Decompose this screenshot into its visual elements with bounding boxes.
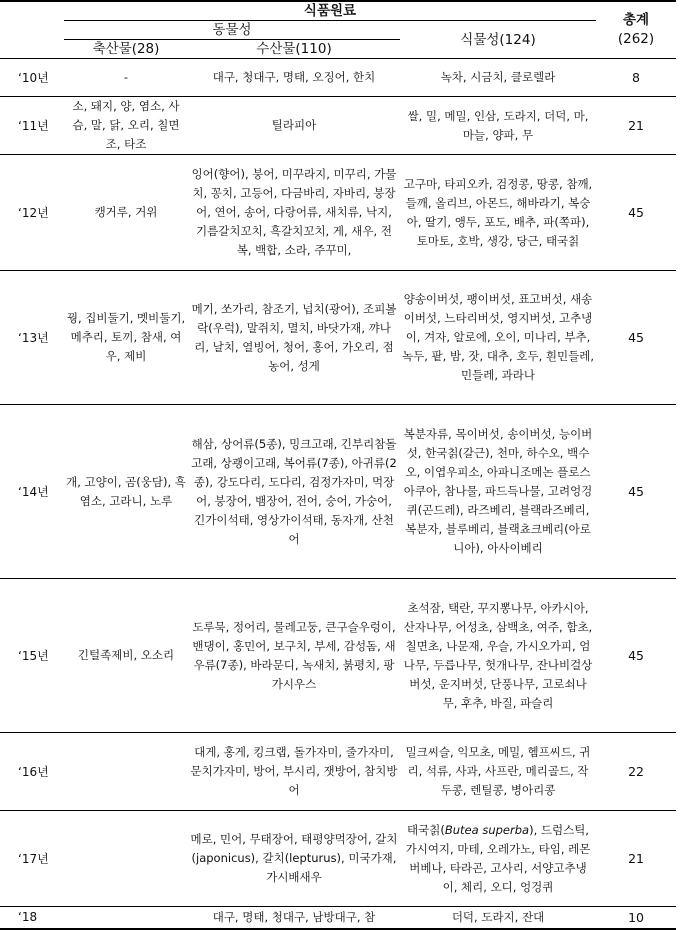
- livestock-cell: 소, 돼지, 양, 염소, 사슴, 말, 닭, 오리, 칠면조, 타조: [64, 97, 188, 155]
- year-cell: ‘17년: [0, 811, 64, 907]
- header-blank-2: [0, 21, 64, 40]
- year-cell: ‘12년: [0, 155, 64, 271]
- total-cell: 21: [596, 97, 676, 155]
- total-cell: 45: [596, 405, 676, 579]
- livestock-cell: 캥거루, 거위: [64, 155, 188, 271]
- seafood-cell: 해삼, 상어류(5종), 밍크고래, 긴부리참돌고래, 상괭이고래, 복어류(7종), 아귀류(2종), 강도다리, 도다리, 검정가자미, 먹장어, 붕장어, 뱀장어, 전어, 숭어, 가숭어, 긴가이석태, 영상가이석태, 동자개, 산천어: [188, 405, 400, 579]
- header-animal: 동물성: [64, 21, 400, 40]
- table-row: [0, 811, 676, 907]
- year-cell: ‘16년: [0, 733, 64, 811]
- year-cell: ‘13년: [0, 271, 64, 405]
- livestock-cell: [64, 811, 188, 907]
- total-cell: 22: [596, 733, 676, 811]
- header-total: [596, 1, 676, 59]
- livestock-cell: 개, 고양이, 곰(웅담), 흑염소, 고라니, 노루: [64, 405, 188, 579]
- plant-cell: 복분자류, 목이버섯, 송이버섯, 능이버섯, 한국칡(갈근), 천마, 하수오, 백수오, 이엽우피소, 아파니조메논 플로스아쿠아, 참나물, 파드득나물, 고려엉겅퀴(곤드레), 라즈베리, 블랙라즈베리, 복분자, 블루베리, 블랙쵸크베리(아로니아), 아사이베리: [400, 405, 596, 579]
- header-seafood: 수산물(110): [256, 41, 332, 57]
- livestock-cell: 꿩, 집비둘기, 멧비둘기, 메추리, 토끼, 참새, 여우, 제비: [64, 271, 188, 405]
- table-row: [0, 155, 676, 271]
- livestock-cell: [64, 733, 188, 811]
- livestock-cell: -: [64, 59, 188, 97]
- year-cell: ‘15년: [0, 579, 64, 733]
- header-blank: [0, 1, 64, 21]
- year-cell: ‘10년: [0, 59, 64, 97]
- seafood-cell: 메기, 쏘가리, 참조기, 넙치(광어), 조피볼락(우럭), 말쥐치, 멸치, 바닷가재, 꺄나리, 날치, 열빙어, 청어, 홍어, 가오리, 점농어, 성게: [188, 271, 400, 405]
- table-row: [0, 907, 676, 929]
- seafood-cell: 잉어(향어), 붕어, 미꾸라지, 미꾸리, 가물치, 꽁치, 고등어, 다금바리, 자바리, 붕장어, 연어, 송어, 다랑어류, 새치류, 낙지, 기름갈치꼬치, 흑갈치꼬치, 게, 새우, 전복, 백합, 소라, 주꾸미,: [188, 155, 400, 271]
- table-row: [0, 405, 676, 579]
- livestock-cell: [64, 907, 188, 929]
- plant-cell: 밀크씨슬, 익모초, 메밀, 헴프씨드, 귀리, 석류, 사과, 사프란, 메리골드, 작두콩, 렌틸콩, 병아리콩: [400, 733, 596, 811]
- header-total-count: (262): [617, 31, 655, 47]
- seafood-cell: 도루묵, 정어리, 물레고둥, 큰구슬우렁이, 밴댕이, 홍민어, 보구치, 부세, 감성돔, 새우류(7종), 바라문디, 녹새치, 붉평치, 팡가시우스: [188, 579, 400, 733]
- year-cell: ‘18: [0, 907, 64, 929]
- plant-cell-prefix: 태국칡(: [407, 822, 445, 837]
- plant-cell: 고구마, 타피오카, 검정콩, 땅콩, 참깨, 들깨, 올리브, 아몬드, 해바라기, 복숭아, 딸기, 앵두, 포도, 배추, 파(쪽파), 토마토, 호박, 생강, 당근, 태국칡: [400, 155, 596, 271]
- plant-cell-italic: Butea superba: [444, 822, 530, 837]
- table-row: [0, 59, 676, 97]
- header-livestock: 축산물(28): [92, 41, 160, 57]
- plant-cell: 양송이버섯, 팽이버섯, 표고버섯, 새송이버섯, 느타리버섯, 영지버섯, 고추냉이, 겨자, 알로에, 오이, 미나리, 부추, 녹두, 팥, 밤, 잣, 대추, 호두, 흰민들레, 민들레, 과라나: [400, 271, 596, 405]
- plant-cell: 초석잠, 택란, 꾸지뽕나무, 아카시아, 산자나무, 어성초, 삼백초, 여주, 함초, 칠면초, 나문재, 우슬, 가시오가피, 엄나무, 두릅나무, 헛개나무, 잔나비걸상버섯, 운지버섯, 단풍나무, 고로쇠나무, 후추, 바질, 파슬리: [400, 579, 596, 733]
- seafood-cell: 대구, 청대구, 명태, 오징어, 한치: [188, 59, 400, 97]
- header-source-group: 식품원료: [64, 1, 596, 21]
- header-plant: 식물성(124): [460, 31, 536, 48]
- plant-cell: [400, 811, 596, 907]
- plant-cell-rest: ), 드럼스틱, 가시여지, 마테, 오레가노, 타임, 레몬버베나, 타라곤, 고사리, 서양고추냉이, 체리, 오디, 엉겅퀴: [405, 822, 591, 894]
- table-row: [0, 733, 676, 811]
- seafood-cell: 대구, 명태, 청대구, 남방대구, 참: [188, 907, 400, 929]
- plant-cell: 녹차, 시금치, 클로렐라: [400, 59, 596, 97]
- table-row: [0, 97, 676, 155]
- year-cell: ‘11년: [0, 97, 64, 155]
- total-cell: 45: [596, 271, 676, 405]
- table-row: [0, 579, 676, 733]
- total-cell: 21: [596, 811, 676, 907]
- table-row: [0, 271, 676, 405]
- year-cell: ‘14년: [0, 405, 64, 579]
- plant-cell: 쌀, 밀, 메밀, 인삼, 도라지, 더덕, 마, 마늘, 양파, 무: [400, 97, 596, 155]
- plant-cell: 더덕, 도라지, 잔대: [400, 907, 596, 929]
- total-cell: 8: [596, 59, 676, 97]
- total-cell: 45: [596, 155, 676, 271]
- header-blank-3: [0, 40, 64, 59]
- livestock-cell: 긴털족제비, 오소리: [64, 579, 188, 733]
- seafood-cell: 대게, 홍게, 킹크랩, 돌가자미, 줄가자미, 문치가자미, 방어, 부시리, 잿방어, 참치방어: [188, 733, 400, 811]
- total-cell: 10: [596, 907, 676, 929]
- total-cell: 45: [596, 579, 676, 733]
- header-total-label: 총계: [622, 12, 650, 28]
- seafood-cell: 틸라피아: [188, 97, 400, 155]
- seafood-cell: 메로, 민어, 무태장어, 태평양먹장어, 갈치(japonicus), 갈치(lepturus), 미국가재, 가시배새우: [188, 811, 400, 907]
